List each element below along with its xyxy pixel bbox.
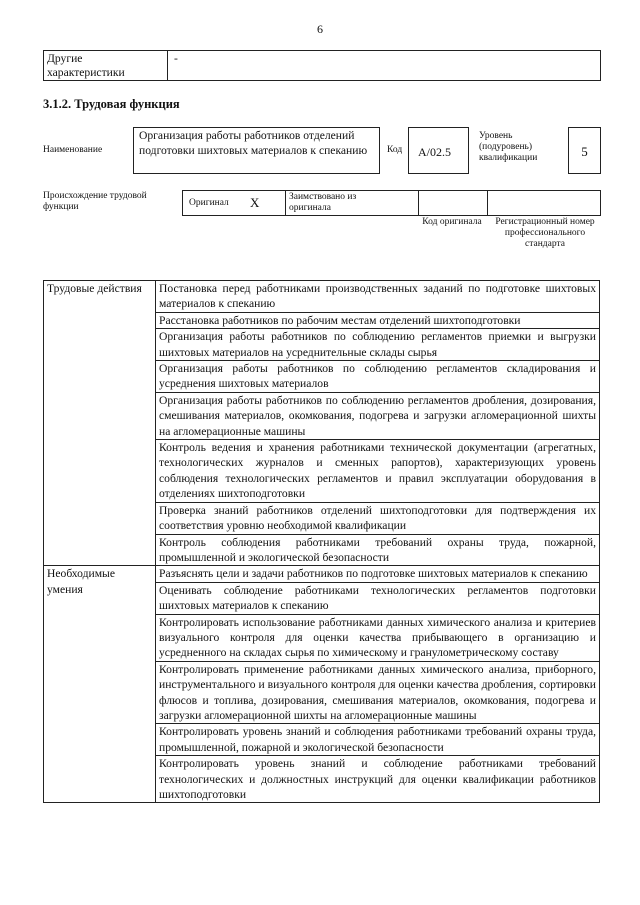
- section-heading: 3.1.2. Трудовая функция: [43, 97, 180, 111]
- original-code-caption: Код оригинала: [422, 217, 482, 227]
- section-item: Организация работы работников по соблюдению регламентов складирования и усреднения шихтовых материалов: [156, 361, 600, 393]
- name-label: Наименование: [43, 145, 103, 155]
- section-item: Контроль соблюдения работниками требований охраны труда, пожарной, промышленной и экологической безопасности: [156, 534, 600, 566]
- code-value: А/02.5: [418, 145, 451, 159]
- level-value: 5: [581, 144, 588, 159]
- section-item: Разъяснять цели и задачи работников по подготовке шихтовых материалов к спеканию: [156, 566, 600, 582]
- level-box: [568, 127, 601, 174]
- table-row: [44, 281, 600, 313]
- other-characteristics-value: -: [174, 52, 178, 65]
- code-label: Код: [387, 145, 403, 155]
- section-item: Контролировать использование работниками данных химического анализа и критериев визуального контроля для оценки качества прибывающего в организацию и усредненного на складах сырья по химическому и гранулометрическому составу: [156, 614, 600, 661]
- original-label: Оригинал: [189, 198, 229, 208]
- section-item: Контролировать уровень знаний и соблюдение работниками требований технологических и должностных инструкций для оценки квалификации работников шихтоподготовки: [156, 756, 600, 803]
- function-name-value: Организация работы работников отделений подготовки шихтовых материалов к спеканию: [139, 129, 368, 157]
- divider: [167, 51, 168, 80]
- section-label: Необходимые умения: [44, 566, 156, 803]
- section-item: Организация работы работников по соблюдению регламентов дробления, дозирования, смешивания материалов, окомкования, подогрева и загрузки агломерационной шихты на агломерационные машины: [156, 392, 600, 439]
- section-label: Трудовые действия: [44, 281, 156, 566]
- section-item: Контролировать применение работниками данных химического анализа, приборного, инструментального и визуального контроля для оценки качества дробления, сортировки флюсов и топлива, дозирования, смешивания материалов, окомкования, подогрева и загрузки агломерационной шихты на агломерационные машины: [156, 661, 600, 724]
- section-item: Проверка знаний работников отделений шихтоподготовки для подтверждения их соответствия уровню необходимой квалификации: [156, 502, 600, 534]
- section-item: Постановка перед работниками производственных заданий по подготовке шихтовых материалов к спеканию: [156, 281, 600, 313]
- function-name-box: [133, 127, 380, 174]
- level-label: Уровень (подуровень) квалификации: [479, 131, 538, 163]
- section-item: Расстановка работников по рабочим местам отделений шихтоподготовки: [156, 312, 600, 328]
- divider: [418, 191, 419, 215]
- reg-number-caption: Регистрационный номер профессионального стандарта: [495, 217, 595, 249]
- other-characteristics-label: Другие характеристики: [47, 52, 125, 79]
- divider: [285, 191, 286, 215]
- function-details-table: [43, 280, 600, 803]
- origin-label: Происхождение трудовой функции: [43, 191, 147, 212]
- section-item: Организация работы работников по соблюдению регламентов приемки и выгрузки шихтовых материалов на усреднительные склады сырья: [156, 329, 600, 361]
- section-item: Оценивать соблюдение работниками технологических регламентов подготовки шихтовых материалов к спеканию: [156, 582, 600, 614]
- page-number: 6: [317, 22, 323, 36]
- section-item: Контролировать уровень знаний и соблюдения работниками требований охраны труда, промышленной, пожарной и экологической безопасности: [156, 724, 600, 756]
- original-mark: X: [250, 195, 260, 210]
- code-box: [408, 127, 469, 174]
- original-code-cell: [487, 191, 488, 215]
- table-row: [44, 566, 600, 582]
- other-characteristics-table: [43, 50, 601, 81]
- borrowed-label: Заимствовано из оригинала: [289, 192, 357, 213]
- section-item: Контроль ведения и хранения работниками технической документации (агрегатных, технологических журналов и сменных рапортов), характеризующих уровень соблюдения технологических регламентов и правил эксплуатации оборудования в отделениях шихтоподготовки: [156, 440, 600, 503]
- origin-table: [182, 190, 601, 216]
